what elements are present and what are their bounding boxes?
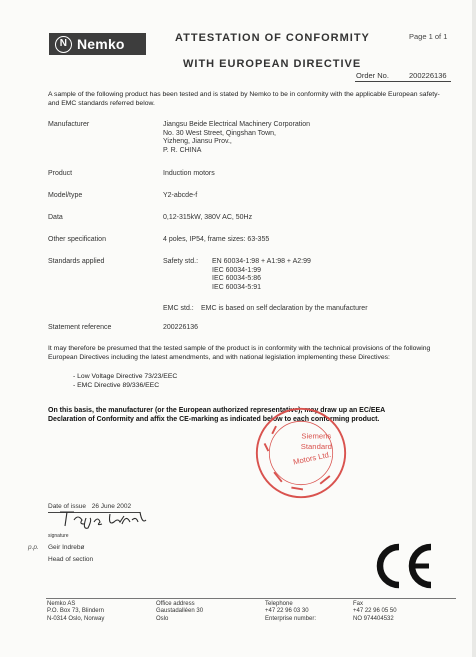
logo-text: Nemko [77,36,125,52]
manufacturer-line: No. 30 West Street, Qingshan Town, [163,129,276,137]
footer-office [156,601,203,623]
footer-line: NO 974404532 [353,615,394,622]
statement-label: Statement reference [48,324,112,331]
footer-line: P.O. Box 73, Blindern [47,608,104,615]
product-label: Product [48,170,73,177]
manufacturer-line: Jiangsu Beide Electrical Machinery Corporation [163,121,311,128]
intro-text: A sample of the following product has been tested and is stated by Nemko to be in conformity with the applicable European safety- and EMC standards referred below. [48,91,440,107]
signatory-name: Geir Indrebø [48,544,85,551]
footer-company [47,601,104,623]
company-seal [252,405,350,501]
safety-standard-line: IEC 60034-5:86 [212,275,262,283]
manufacturer-value [163,121,310,155]
nemko-n-icon: N [55,36,72,53]
nemko-logo [49,33,146,55]
footer-line: Fax [353,601,364,607]
safety-standards [212,258,311,292]
manufacturer-line: Yizheng, Jiansu Prov., [163,138,232,146]
footer-line: N-0314 Oslo, Norway [47,615,105,622]
seal-outer-ring [257,409,345,497]
model-value: Y2-abcde-f [163,192,198,199]
seal-line3: Motors Ltd. [292,449,332,467]
footer-line: Enterprise number: [265,615,317,622]
ce-mark-icon [369,541,439,591]
seal-line2: Standard [300,442,332,452]
standards-label: Standards applied [48,258,105,265]
order-rule [355,81,451,82]
footer-line: Office address [156,601,195,607]
footer-line: +47 22 96 03 30 [265,608,309,615]
footer-line: Gaustadalléen 30 [156,608,204,615]
emc-std-label: EMC std.: [163,305,194,312]
data-label: Data [48,214,63,221]
manufacturer-label: Manufacturer [48,121,90,128]
directive-list [73,373,177,390]
page-indicator: Page 1 of 1 [409,32,448,41]
scan-edge [472,0,476,657]
signatory-role: Head of section [48,556,94,563]
data-value: 0,12-315kW, 380V AC, 50Hz [163,214,253,221]
other-spec-label: Other specification [48,236,106,243]
document-title-line2: WITH EUROPEAN DIRECTIVE [183,58,362,70]
footer-line: Oslo [156,615,169,622]
footer-fax [353,601,397,623]
safety-standard-line: EN 60034-1:98 + A1:98 + A2:99 [212,258,311,265]
presumption-text: It may therefore be presumed that the tested sample of the product is in conformity with the technical provisions of the following European Directives including the latest amendments, and with national legislation implementing these Directives: [48,345,431,361]
footer-line: Nemko AS [47,601,76,607]
emc-std-value: EMC is based on self declaration by the manufacturer [201,305,368,312]
directive-item: - EMC Directive 89/336/EEC [73,381,160,389]
other-spec-value: 4 poles, IP54, frame sizes: 63-355 [163,236,270,243]
seal-line1: Siemens [301,431,332,441]
manufacturer-line: P. R. CHINA [163,146,202,154]
signature-caption: signature [48,533,69,539]
footer-line: Telephone [265,601,293,607]
order-label: Order No. [356,71,389,80]
basis-statement: On this basis, the manufacturer (or the European authorized representative), may draw up an EC/EEA Declaration of Conformity and affix the CE-marking as indicated below to each conforming product. [48,407,385,423]
model-label: Model/type [48,192,83,199]
footer-line: +47 22 96 05 50 [353,608,397,615]
product-value: Induction motors [163,170,215,177]
signature-stroke [60,512,146,528]
safety-standard-line: IEC 60034-5:91 [212,283,262,291]
footer-telephone [265,601,316,623]
order-number: 200226136 [409,71,447,80]
pp-mark: p.p. [28,544,39,551]
safety-standard-line: IEC 60034-1:99 [212,266,262,274]
date-label: Date of issue [48,503,86,510]
safety-std-label: Safety std.: [163,258,199,265]
document-title-line1: ATTESTATION OF CONFORMITY [175,32,370,44]
directive-item: - Low Voltage Directive 73/23/EEC [73,373,178,380]
statement-value: 200226136 [163,324,199,331]
date-value: 26 June 2002 [91,503,132,510]
footer-rule [46,598,456,599]
